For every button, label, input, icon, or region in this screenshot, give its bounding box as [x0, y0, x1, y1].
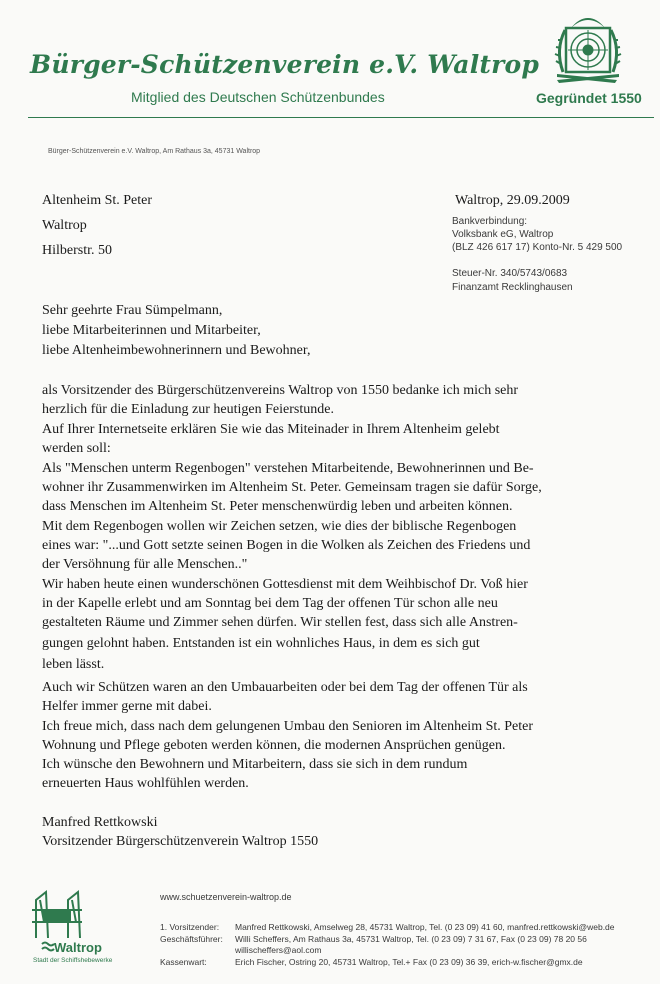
bank-name: Volksbank eG, Waltrop [452, 229, 554, 240]
body-line: Ich freue mich, dass nach dem gelungenen Umbau den Senioren im Altenheim St. Peter [42, 719, 534, 734]
footer-value: willischeffers@aol.com [235, 945, 322, 955]
body-line: werden soll: [42, 441, 111, 456]
sender-return-line: Bürger-Schützenverein e.V. Waltrop, Am Rathaus 3a, 45731 Waltrop [48, 148, 261, 155]
membership-line: Mitglied des Deutschen Schützenbundes [131, 89, 385, 105]
target-crest-icon [553, 12, 623, 84]
body-line: gungen gelohnt haben. Entstanden ist ein wohnliches Haus, in dem es sich gut [42, 636, 480, 651]
footer-label: Kassenwart: [160, 957, 207, 967]
city-name: Waltrop [54, 940, 102, 955]
body-line: in der Kapelle erlebt und am Sonntag bei dem Tag der offenen Tür schon alle neu [42, 596, 498, 611]
body-line: eines war: "...und Gott setzte seinen Bogen in die Wolken als Zeichen des Friedens und [42, 538, 531, 553]
recipient-line: Hilberstr. 50 [42, 243, 112, 258]
body-line: Ich wünsche den Bewohnern und Mitarbeitern, dass sie sich in dem rundum [42, 757, 468, 772]
body-line: dass Menschen im Altenheim St. Peter menschenwürdig leben und arbeiten können. [42, 499, 513, 514]
salutation-line: liebe Mitarbeiterinnen und Mitarbeiter, [42, 323, 261, 338]
body-line: Auch wir Schützen waren an den Umbauarbeiten oder bei dem Tag der offenen Tür als [42, 680, 528, 695]
body-line: herzlich für die Einladung zur heutigen Feierstunde. [42, 402, 334, 417]
body-line: als Vorsitzender des Bürgerschützenvereins Waltrop von 1550 bedanke ich mich sehr [42, 383, 519, 398]
salutation-line: Sehr geehrte Frau Sümpelmann, [42, 303, 223, 318]
city-tagline: Stadt der Schiffshebewerke [33, 957, 113, 964]
body-line: Mit dem Regenbogen wollen wir Zeichen setzen, wie dies der biblische Regenbogen [42, 519, 517, 534]
body-line: Auf Ihrer Internetseite erklären Sie wie das Miteinader in Ihrem Altenheim gelebt [42, 422, 500, 437]
body-line: Wir haben heute einen wunderschönen Gottesdienst mit dem Weihbischof Dr. Voß hier [42, 577, 528, 592]
signature-name: Manfred Rettkowski [42, 815, 158, 830]
body-line: Wohnung und Pflege geboten werden können, die modernen Ansprüchen genügen. [42, 738, 506, 753]
bank-label: Bankverbindung: [452, 216, 528, 227]
body-line: gestalteten Räume und Zimmer sehen dürfen. Wir stellen fest, dass sich alle Anstren- [42, 615, 518, 630]
tax-office: Finanzamt Recklinghausen [452, 282, 573, 293]
salutation-line: liebe Altenheimbewohnerinnern und Bewohner, [42, 343, 311, 358]
recipient-line: Waltrop [42, 218, 87, 233]
footer-value: Manfred Rettkowski, Amselweg 28, 45731 Waltrop, Tel. (0 23 09) 41 60, manfred.rettkowski@web.de [235, 922, 615, 932]
footer-label: 1. Vorsitzender: [160, 922, 220, 932]
founded-line: Gegründet 1550 [536, 90, 642, 106]
letter-date: Waltrop, 29.09.2009 [455, 193, 570, 208]
footer-value: Erich Fischer, Ostring 20, 45731 Waltrop, Tel.+ Fax (0 23 09) 36 39, erich-w.fischer@gmx.de [235, 957, 583, 967]
tax-number: Steuer-Nr. 340/5743/0683 [452, 268, 568, 279]
footer-value: Willi Scheffers, Am Rathaus 3a, 45731 Waltrop, Tel. (0 23 09) 7 31 67, Fax (0 23 09) 78 20 56 [235, 934, 587, 944]
body-line: leben lässt. [42, 657, 105, 672]
footer-label: Geschäftsführer: [160, 934, 223, 944]
bank-account: (BLZ 426 617 17) Konto-Nr. 5 429 500 [452, 242, 623, 253]
body-line: erneuerten Haus wohlfühlen werden. [42, 776, 249, 791]
recipient-line: Altenheim St. Peter [42, 193, 153, 208]
website-link[interactable]: www.schuetzenverein-waltrop.de [160, 892, 292, 902]
body-line: Als "Menschen unterm Regenbogen" verstehen Mitarbeitende, Bewohnerinnen und Be- [42, 461, 534, 476]
header-divider [28, 117, 654, 118]
club-name: Bürger-Schützenverein e.V. Waltrop [30, 50, 540, 79]
signature-title: Vorsitzender Bürgerschützenverein Waltrop 1550 [42, 834, 319, 849]
body-line: wohner ihr Zusammenwirken im Altenheim St. Peter. Gemeinsam tragen sie dafür Sorge, [42, 480, 542, 495]
body-line: der Versöhnung für alle Menschen.." [42, 557, 248, 572]
body-line: Helfer immer gerne mit dabei. [42, 699, 212, 714]
